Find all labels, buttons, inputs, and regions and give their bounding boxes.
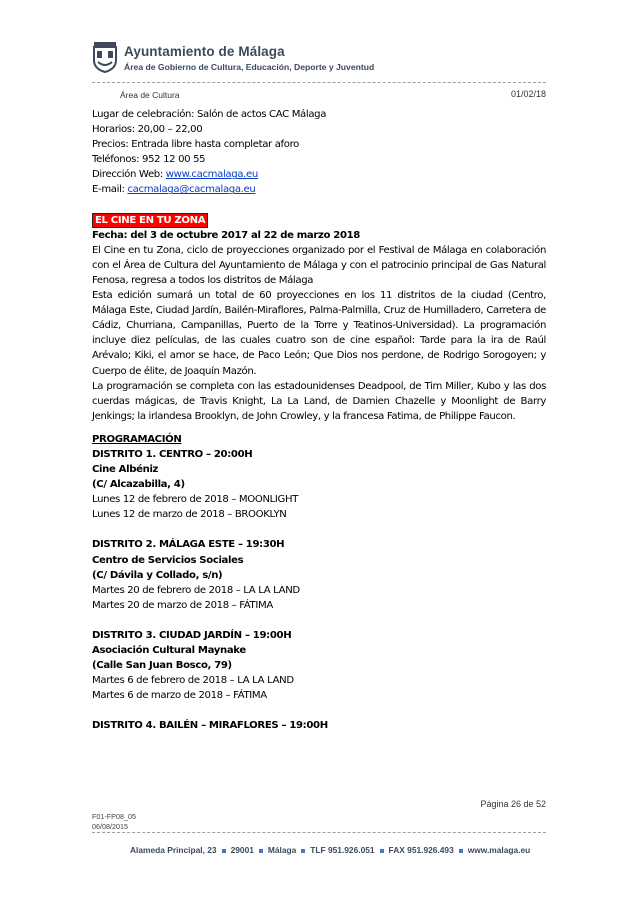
screening-item: Martes 6 de febrero de 2018 – LA LA LAND xyxy=(92,675,294,687)
venue-telefonos: Teléfonos: 952 12 00 55 xyxy=(92,154,206,166)
separator-square-icon xyxy=(459,849,463,853)
footer-street: Alameda Principal, 23 xyxy=(130,845,217,855)
venue-precios: Precios: Entrada libre hasta completar aforo xyxy=(92,139,299,151)
separator-square-icon xyxy=(380,849,384,853)
distrito-name: DISTRITO 4. BAILÉN – MIRAFLORES – 19:00H xyxy=(92,720,328,732)
org-name: Ayuntamiento de Málaga xyxy=(124,44,285,59)
venue-lugar: Lugar de celebración: Salón de actos CAC Málaga xyxy=(92,109,327,120)
distrito-venue: Asociación Cultural Maynake xyxy=(92,645,246,656)
section-para-1: El Cine en tu Zona, ciclo de proyecciones organizado por el Festival de Málaga en colaboración con el Área de Cultura del Ayuntamiento de Málaga y con el patrocinio principal de Gas Natural Fenosa, regresa a todos los distritos de Málaga xyxy=(92,244,546,286)
footer-address xyxy=(130,845,530,855)
document-body xyxy=(92,107,546,733)
area-label: Área de Cultura xyxy=(120,90,180,100)
section-fecha: Fecha: del 3 de octubre 2017 al 22 de marzo 2018 xyxy=(92,229,360,241)
screening-item: Lunes 12 de febrero de 2018 – MOONLIGHT xyxy=(92,494,299,506)
header-date: 01/02/18 xyxy=(510,89,546,99)
distrito-address: (Calle San Juan Bosco, 79) xyxy=(92,660,232,672)
distrito-block xyxy=(92,537,546,612)
page-number: Página 26 de 52 xyxy=(480,799,546,809)
separator-square-icon xyxy=(222,849,226,853)
venue-email xyxy=(92,182,546,197)
email-link[interactable]: cacmalaga@cacmalaga.eu xyxy=(127,184,256,196)
web-label: Dirección Web: xyxy=(92,169,166,181)
footer-postcode: 29001 xyxy=(230,845,254,855)
footer-city: Málaga xyxy=(267,845,297,855)
footer-website[interactable]: www.malaga.eu xyxy=(467,845,531,855)
malaga-coat-of-arms-icon xyxy=(92,41,118,73)
screening-item: Lunes 12 de marzo de 2018 – BROOKLYN xyxy=(92,509,287,521)
form-code xyxy=(92,812,136,831)
section-para-2: Esta edición sumará un total de 60 proyecciones en los 11 distritos de la ciudad (Centro, Málaga Este, Ciudad Jardín, Bailén-Miraflores, Palma-Palmilla, Cruz de Humilladero, Carretera de Cádiz, Churriana, Campanillas, Puerto de la Torre y Teatinos-Universidad). La programación incluye diez películas, de las cuales cuatro son de cine español: Tarde para la ira de Raúl Arévalo; Kiki, el amor se hace, de Paco León; Que Dios nos perdone, de Rodrigo Sorogoyen; y Cuerpo de élite, de Joaquín Mazón. xyxy=(92,290,546,377)
header-divider xyxy=(92,82,546,83)
screening-item: Martes 6 de marzo de 2018 – FÁTIMA xyxy=(92,690,267,702)
footer-divider xyxy=(92,832,546,833)
separator-square-icon xyxy=(301,849,305,853)
distrito-name: DISTRITO 1. CENTRO – 20:00H xyxy=(92,448,253,460)
screening-item: Martes 20 de febrero de 2018 – LA LA LAND xyxy=(92,584,300,596)
distrito-name: DISTRITO 2. MÁLAGA ESTE – 19:30H xyxy=(92,539,285,551)
distrito-block xyxy=(92,447,546,522)
footer-phone: TLF 951.926.051 xyxy=(310,845,375,855)
programacion-title: PROGRAMACIÓN xyxy=(92,433,182,445)
form-code-date: 06/08/2015 xyxy=(92,821,128,831)
screening-item: Martes 20 de marzo de 2018 – FÁTIMA xyxy=(92,599,273,611)
web-link[interactable]: www.cacmalaga.eu xyxy=(165,169,258,181)
distrito-name: DISTRITO 3. CIUDAD JARDÍN – 19:00H xyxy=(92,629,292,641)
org-subtitle: Área de Gobierno de Cultura, Educación, Deporte y Juventud xyxy=(124,62,375,72)
section-para-3: La programación se completa con las estadounidenses Deadpool, de Tim Miller, Kubo y las dos cuerdas mágicas, de Travis Knight, La La Land, de Damien Chazelle y Moonlight de Barry Jenkings; la irlandesa Brooklyn, de John Crowley, y la francesa Fatima, de Philippe Faucon. xyxy=(92,380,546,422)
venue-web xyxy=(92,167,546,182)
separator-square-icon xyxy=(259,849,263,853)
distrito-address: (C/ Alcazabilla, 4) xyxy=(92,479,185,491)
venue-horarios: Horarios: 20,00 – 22,00 xyxy=(92,124,203,136)
footer-fax: FAX 951.926.493 xyxy=(388,845,454,855)
section-title: EL CINE EN TU ZONA xyxy=(92,213,208,228)
distrito-address: (C/ Dávila y Collado, s/n) xyxy=(92,569,223,581)
distrito-venue: Cine Albéniz xyxy=(92,464,159,476)
distrito-venue: Centro de Servicios Sociales xyxy=(92,554,244,566)
distrito-block xyxy=(92,628,546,703)
email-label: E-mail: xyxy=(92,184,128,196)
form-code-id: F01-FP08_05 xyxy=(92,812,136,821)
